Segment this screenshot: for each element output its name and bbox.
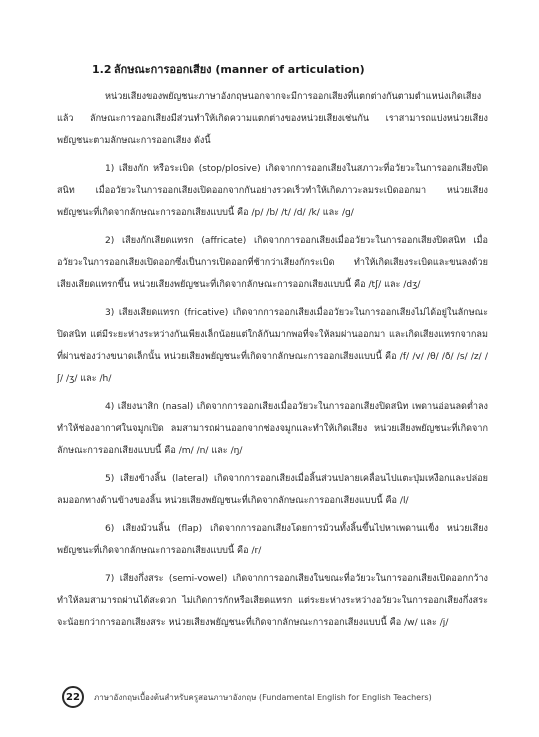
page-number-badge: 22 bbox=[62, 686, 84, 708]
section-title: ลักษณะการออกเสียง (manner of articulation) bbox=[113, 63, 365, 76]
body-text bbox=[57, 86, 488, 640]
footer-book-title: ภาษาอังกฤษเบื้องต้นสำหรับครูสอนภาษาอังกฤษ (Fundamental English for English Teachers) bbox=[94, 692, 432, 702]
item-fricative: 3) เสียงเสียดแทรก (fricative) เกิดจากการออกเสียงเมื่ออวัยวะในการออกเสียงไม่ได้อยู่ในลักษณะปิดสนิท แต่มีระยะห่างระหว่างกันเพียงเล็กน้อยแต่ใกล้กันมากพอที่จะให้ลมผ่านออกมา และเกิดเสียงแทรกจากลมที่ผ่านช่องว่างขนาดเล็กนั้น หน่วยเสียงพยัญชนะที่เกิดจากลักษณะการออกเสียงแบบนี้ คือ /f/ /v/ /θ/ /ð/ /s/ /z/ /ʃ/ /ʒ/ และ /h/ bbox=[57, 308, 488, 384]
section-heading bbox=[92, 60, 365, 78]
item-stop-plosive: 1) เสียงกัก หรือระเบิด (stop/plosive) เกิดจากการออกเสียงในสภาวะที่อวัยวะในการออกเสียงปิดสนิท เมื่ออวัยวะในการออกเสียงเปิดออกจากกันอย่างรวดเร็วทำให้เกิดภาวะลมระเบิดออกมา หน่วยเสียงพยัญชนะที่เกิดจากลักษณะการออกเสียงแบบนี้ คือ /p/ /b/ /t/ /d/ /k/ และ /g/ bbox=[57, 164, 488, 218]
section-number: 1.2 bbox=[92, 63, 112, 76]
item-nasal: 4) เสียงนาสิก (nasal) เกิดจากการออกเสียงเมื่ออวัยวะในการออกเสียงปิดสนิท เพดานอ่อนลดต่ำลง ทำให้ช่องอากาศในจมูกเปิด ลมสามารถผ่านออกจากช่องจมูกและทำให้เกิดเสียง หน่วยเสียงพยัญชนะที่เกิดจากลักษณะการออกเสียงแบบนี้ คือ /m/ /n/ และ /ŋ/ bbox=[57, 402, 488, 456]
intro-paragraph: หน่วยเสียงของพยัญชนะภาษาอังกฤษนอกจากจะมีการออกเสียงที่แตกต่างกันตามตำแหน่งเกิดเสียงแล้ว ลักษณะการออกเสียงมีส่วนทำให้เกิดความแตกต่างของหน่วยเสียงเช่นกัน เราสามารถแบ่งหน่วยเสียงพยัญชนะตามลักษณะการออกเสียง ดังนี้ bbox=[57, 92, 488, 146]
item-lateral: 5) เสียงข้างลิ้น (lateral) เกิดจากการออกเสียงเมื่อลิ้นส่วนปลายเคลื่อนไปแตะปุ่มเหงือกและปล่อยลมออกทางด้านข้างของลิ้น หน่วยเสียงพยัญชนะที่เกิดจากลักษณะการออกเสียงแบบนี้ คือ /l/ bbox=[57, 474, 488, 506]
item-flap: 6) เสียงม้วนลิ้น (flap) เกิดจากการออกเสียงโดยการม้วนทั้งลิ้นขึ้นไปหาเพดานแข็ง หน่วยเสียงพยัญชนะที่เกิดจากลักษณะการออกเสียงแบบนี้ คือ /r/ bbox=[57, 524, 488, 556]
item-semi-vowel: 7) เสียงกึ่งสระ (semi-vowel) เกิดจากการออกเสียงในขณะที่อวัยวะในการออกเสียงเปิดออกกว้าง ทำให้ลมสามารถผ่านได้สะดวก ไม่เกิดการกักหรือเสียดแทรก แต่ระยะห่างระหว่างอวัยวะในการออกเสียงกึ่งสระจะน้อยกว่าการออกเสียงสระ หน่วยเสียงพยัญชนะที่เกิดจากลักษณะการออกเสียงแบบนี้ คือ /w/ และ /j/ bbox=[57, 574, 488, 628]
item-affricate: 2) เสียงกักเสียดแทรก (affricate) เกิดจากการออกเสียงเมื่ออวัยวะในการออกเสียงปิดสนิท เมื่ออวัยวะในการออกเสียงเปิดออกซึ่งเป็นการเปิดออกที่ช้ากว่าเสียงกักระเบิด ทำให้เกิดเสียงระเบิดและขนลงด้วยเสียงเสียดแทรกขึ้น หน่วยเสียงพยัญชนะที่เกิดจากลักษณะการออกเสียงแบบนี้ คือ /tʃ/ และ /dʒ/ bbox=[57, 236, 488, 290]
page-footer bbox=[62, 685, 492, 709]
